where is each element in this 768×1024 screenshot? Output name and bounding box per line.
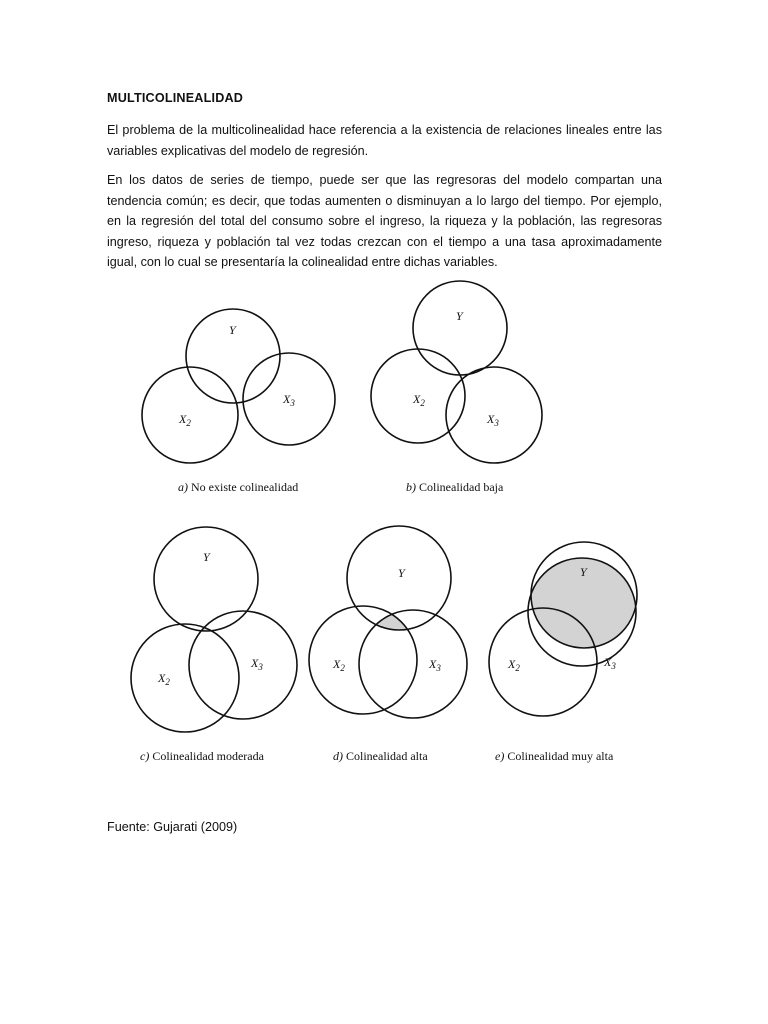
label-x3: $X_3$	[251, 656, 263, 672]
diagram-b	[371, 281, 542, 494]
caption-a: a) No existe colinealidad	[178, 480, 299, 494]
circle-y	[154, 527, 258, 631]
circle-y	[413, 281, 507, 375]
label-x2: $X_2$	[179, 412, 191, 428]
label-x2: $X_2$	[333, 657, 345, 673]
label-x2: $X_2$	[413, 392, 425, 408]
label-y: Y	[580, 565, 587, 579]
label-x3: $X_3$	[487, 412, 499, 428]
paragraph-2-text: En los datos de series de tiempo, puede ser que las regresoras del modelo compartan una tendencia común; es decir, que todas aumenten o disminuyan a lo largo del tiempo. Por ejemplo, en la regresión del total del consumo sobre el ingreso, la riqueza y la población, las regresoras ingreso, riqueza y población tal vez todas crezcan con el tiempo a una tasa aproximadamente igual, con lo cual se presentaría la colinealidad entre dichas variables.	[107, 173, 662, 269]
label-y: Y	[229, 323, 236, 337]
source-citation: Fuente: Gujarati (2009)	[107, 820, 238, 834]
label-y: Y	[398, 566, 405, 580]
label-x3: $X_3$	[604, 655, 616, 671]
diagram-d	[309, 526, 467, 763]
caption-c: c) Colinealidad moderada	[140, 749, 264, 763]
circle-x3	[359, 610, 467, 718]
label-y: Y	[456, 309, 463, 323]
circle-x2	[142, 367, 238, 463]
diagram-e	[489, 542, 637, 763]
circle-x3	[189, 611, 297, 719]
paragraph-1-text: El problema de la multicolinealidad hace referencia a la existencia de relaciones lineales entre las variables explicativas del modelo de regresión.	[107, 123, 662, 158]
label-x2: $X_2$	[158, 671, 170, 687]
diagram-a	[142, 309, 335, 494]
label-x3: $X_3$	[429, 657, 441, 673]
label-x3: $X_3$	[283, 392, 295, 408]
page-title: MULTICOLINEALIDAD	[107, 91, 244, 105]
caption-b: b) Colinealidad baja	[406, 480, 504, 494]
caption-d: d) Colinealidad alta	[333, 749, 428, 763]
circle-x2	[309, 606, 417, 714]
caption-e: e) Colinealidad muy alta	[495, 749, 614, 763]
diagram-c	[131, 527, 297, 763]
label-y: Y	[203, 550, 210, 564]
label-x2: $X_2$	[508, 657, 520, 673]
